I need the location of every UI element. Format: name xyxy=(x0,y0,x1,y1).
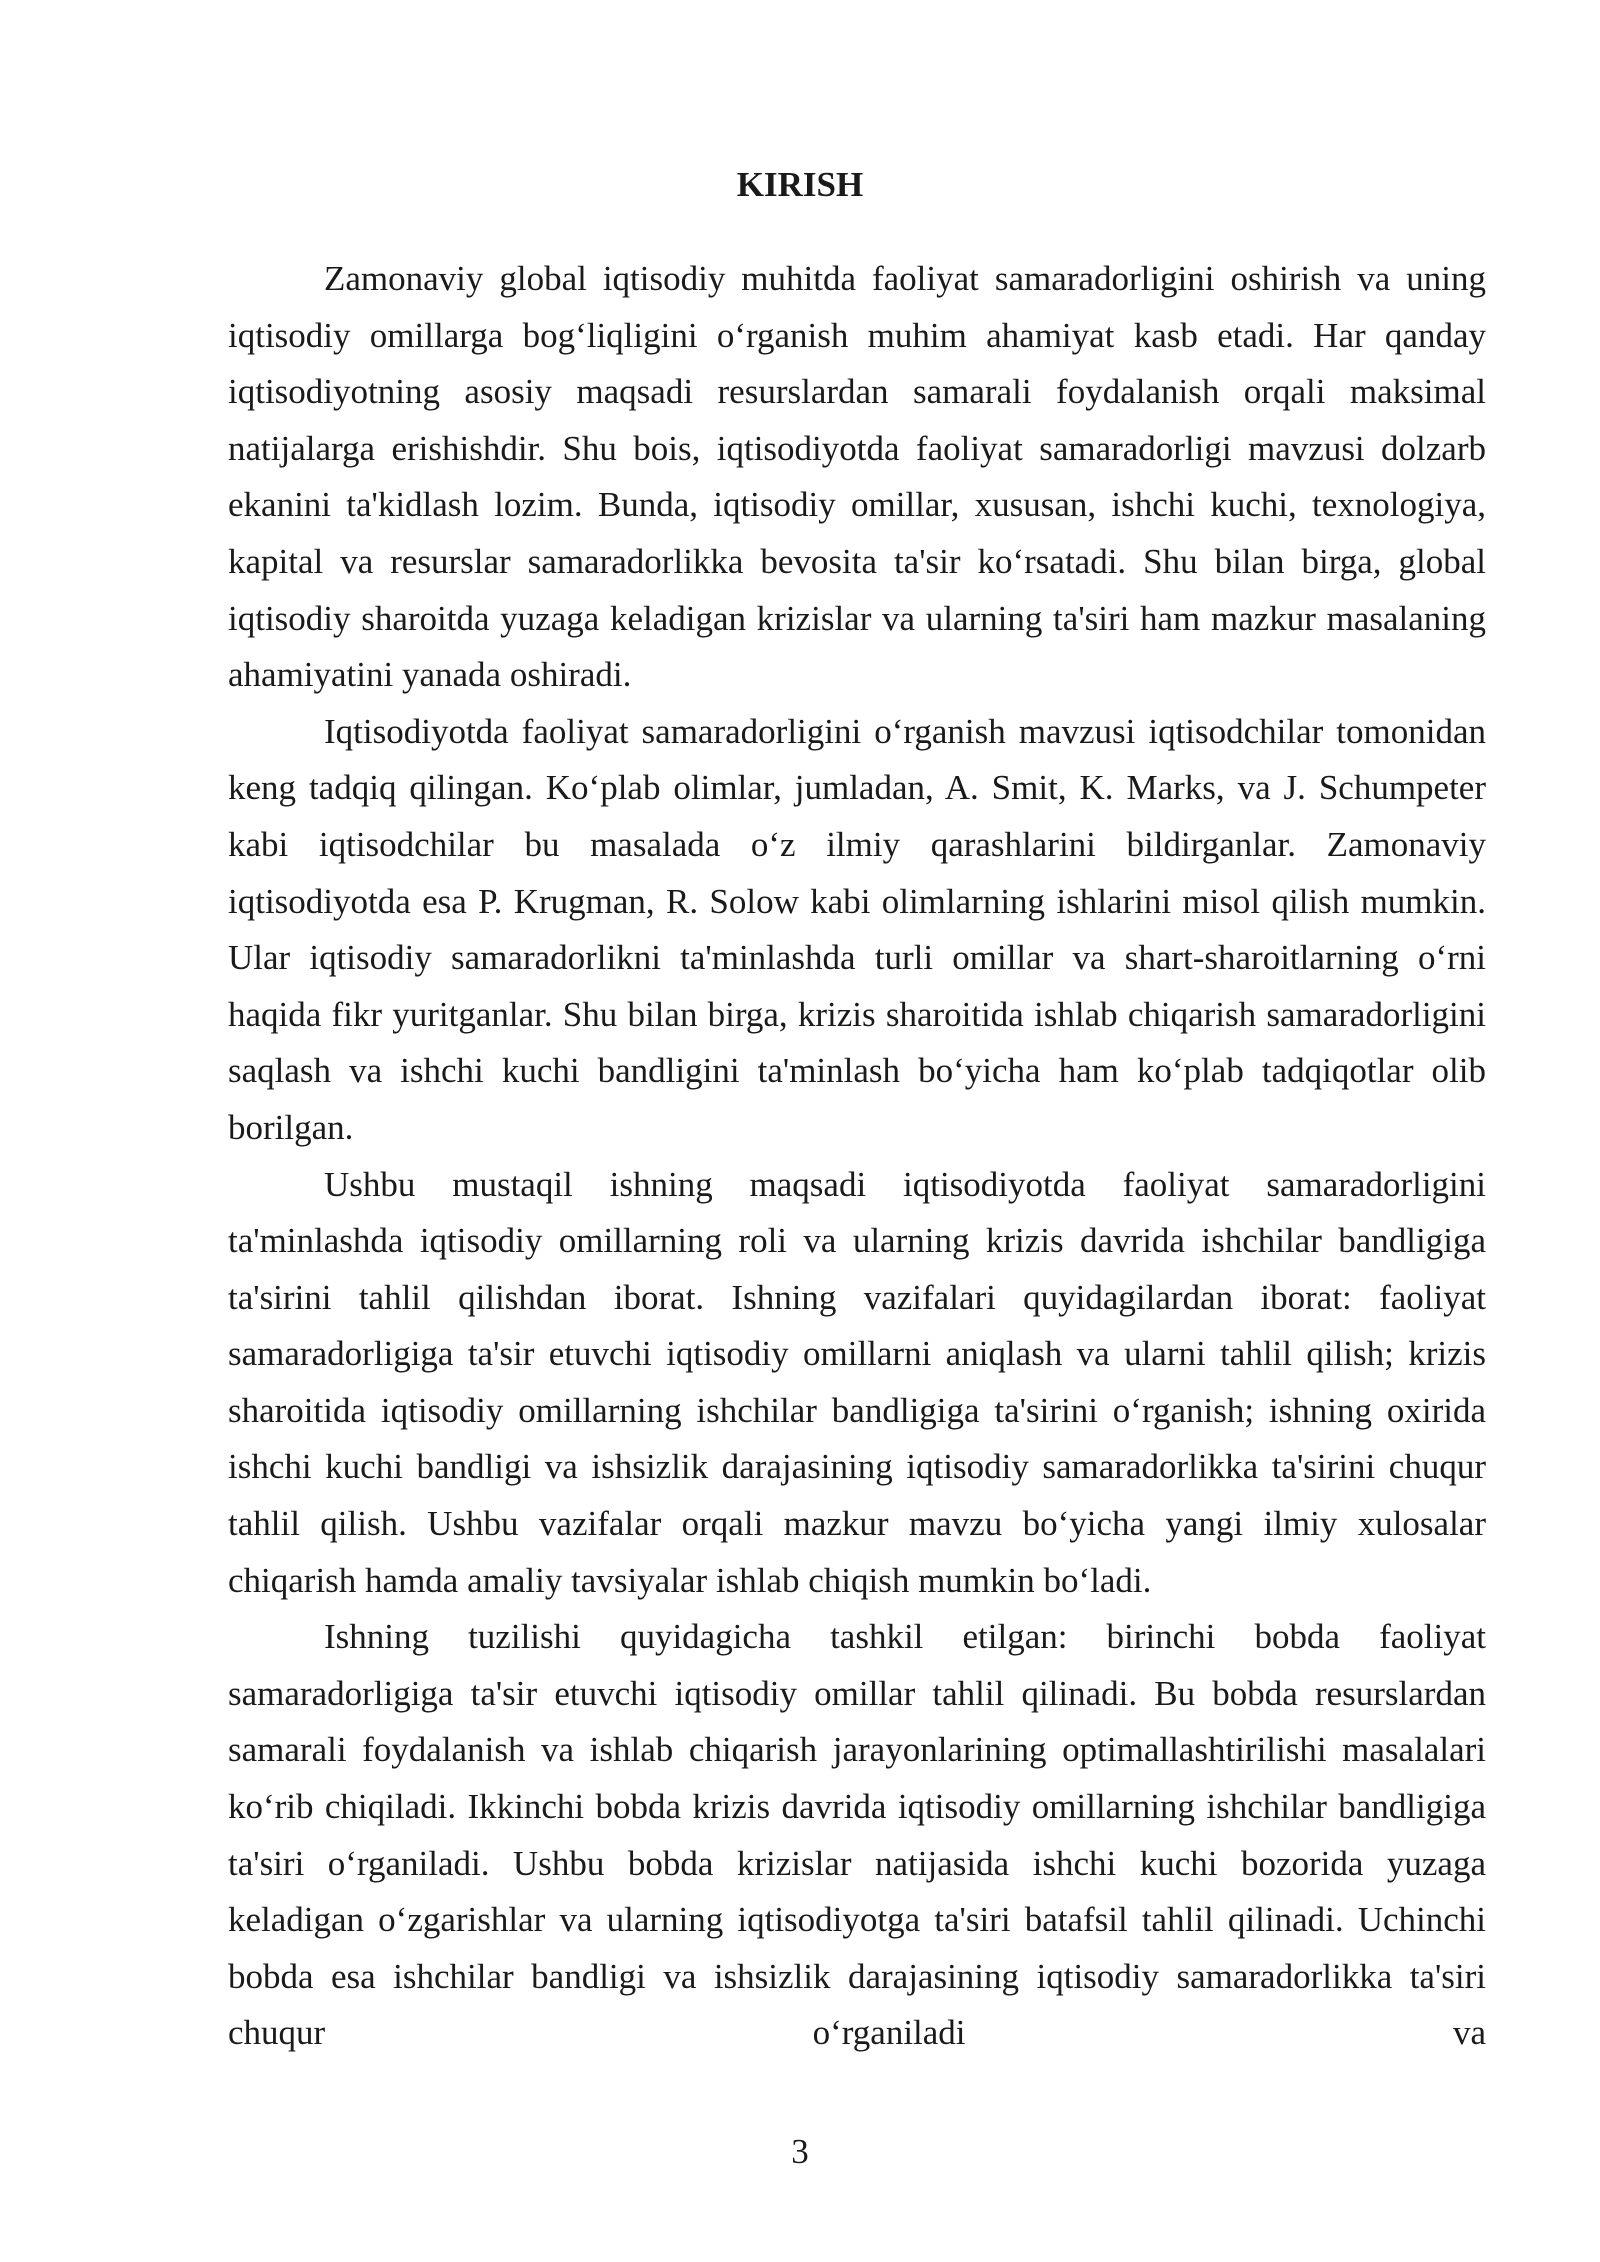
paragraph-aims-and-tasks: Ushbu mustaqil ishning maqsadi iqtisodiyotda faoliyat samaradorligini ta'minlashda iqtisodiy omillarning roli va ularning krizis davrida ishchilar bandligiga ta'sirini tahlil qilishdan iborat. Ishning vazifalari quyidagilardan iborat: faoliyat samaradorligiga ta'sir etuvchi iqtisodiy omillarni aniqlash va ularni tahlil qilish; krizis sharoitida iqtisodiy omillarning ishchilar bandligiga ta'sirini o‘rganish; ishning oxirida ishchi kuchi bandligi va ishsizlik darajasining iqtisodiy samaradorlikka ta'sirini chuqur tahlil qilish. Ushbu vazifalar orqali mazkur mavzu bo‘yicha yangi ilmiy xulosalar chiqarish hamda amaliy tavsiyalar ishlab chiqish mumkin bo‘ladi. xyxy=(228,1164,1486,1600)
paragraph-literature-review: Iqtisodiyotda faoliyat samaradorligini o‘rganish mavzusi iqtisodchilar tomonidan keng tadqiq qilingan. Ko‘plab olimlar, jumladan, A. Smit, K. Marks, va J. Schumpeter kabi iqtisodchilar bu masalada o‘z ilmiy qarashlarini bildirganlar. Zamonaviy iqtisodiyotda esa P. Krugman, R. Solow kabi olimlarning ishlarini misol qilish mumkin. Ular iqtisodiy samaradorlikni ta'minlashda turli omillar va shart-sharoitlarning o‘rni haqida fikr yuritganlar. Shu bilan birga, krizis sharoitida ishlab chiqarish samaradorligini saqlash va ishchi kuchi bandligini ta'minlash bo‘yicha ham ko‘plab tadqiqotlar olib borilgan. xyxy=(228,711,1486,1147)
document-body xyxy=(228,251,1486,2062)
page-number: 3 xyxy=(791,2132,809,2171)
paragraph-introduction: Zamonaviy global iqtisodiy muhitda faoliyat samaradorligini oshirish va uning iqtisodiy omillarga bog‘liqligini o‘rganish muhim ahamiyat kasb etadi. Har qanday iqtisodiyotning asosiy maqsadi resurslardan samarali foydalanish orqali maksimal natijalarga erishishdir. Shu bois, iqtisodiyotda faoliyat samaradorligi mavzusi dolzarb ekanini ta'kidlash lozim. Bunda, iqtisodiy omillar, xususan, ishchi kuchi, texnologiya, kapital va resurslar samaradorlikka bevosita ta'sir ko‘rsatadi. Shu bilan birga, global iqtisodiy sharoitda yuzaga keladigan krizislar va ularning ta'siri ham mazkur masalaning ahamiyatini yanada oshiradi. xyxy=(228,259,1486,695)
page-title: KIRISH xyxy=(736,165,864,204)
paragraph-structure: Ishning tuzilishi quyidagicha tashkil etilgan: birinchi bobda faoliyat samaradorligiga ta'sir etuvchi iqtisodiy omillar tahlil qilinadi. Bu bobda resurslardan samarali foydalanish va ishlab chiqarish jarayonlarining optimallashtirilishi masalalari ko‘rib chiqiladi. Ikkinchi bobda krizis davrida iqtisodiy omillarning ishchilar bandligiga ta'siri o‘rganiladi. Ushbu bobda krizislar natijasida ishchi kuchi bozorida yuzaga keladigan o‘zgarishlar va ularning iqtisodiyotga ta'siri batafsil tahlil qilinadi. Uchinchi bobda esa ishchilar bandligi va ishsizlik darajasining iqtisodiy samaradorlikka ta'siri chuqur o‘rganiladi va xyxy=(228,1617,1486,2053)
